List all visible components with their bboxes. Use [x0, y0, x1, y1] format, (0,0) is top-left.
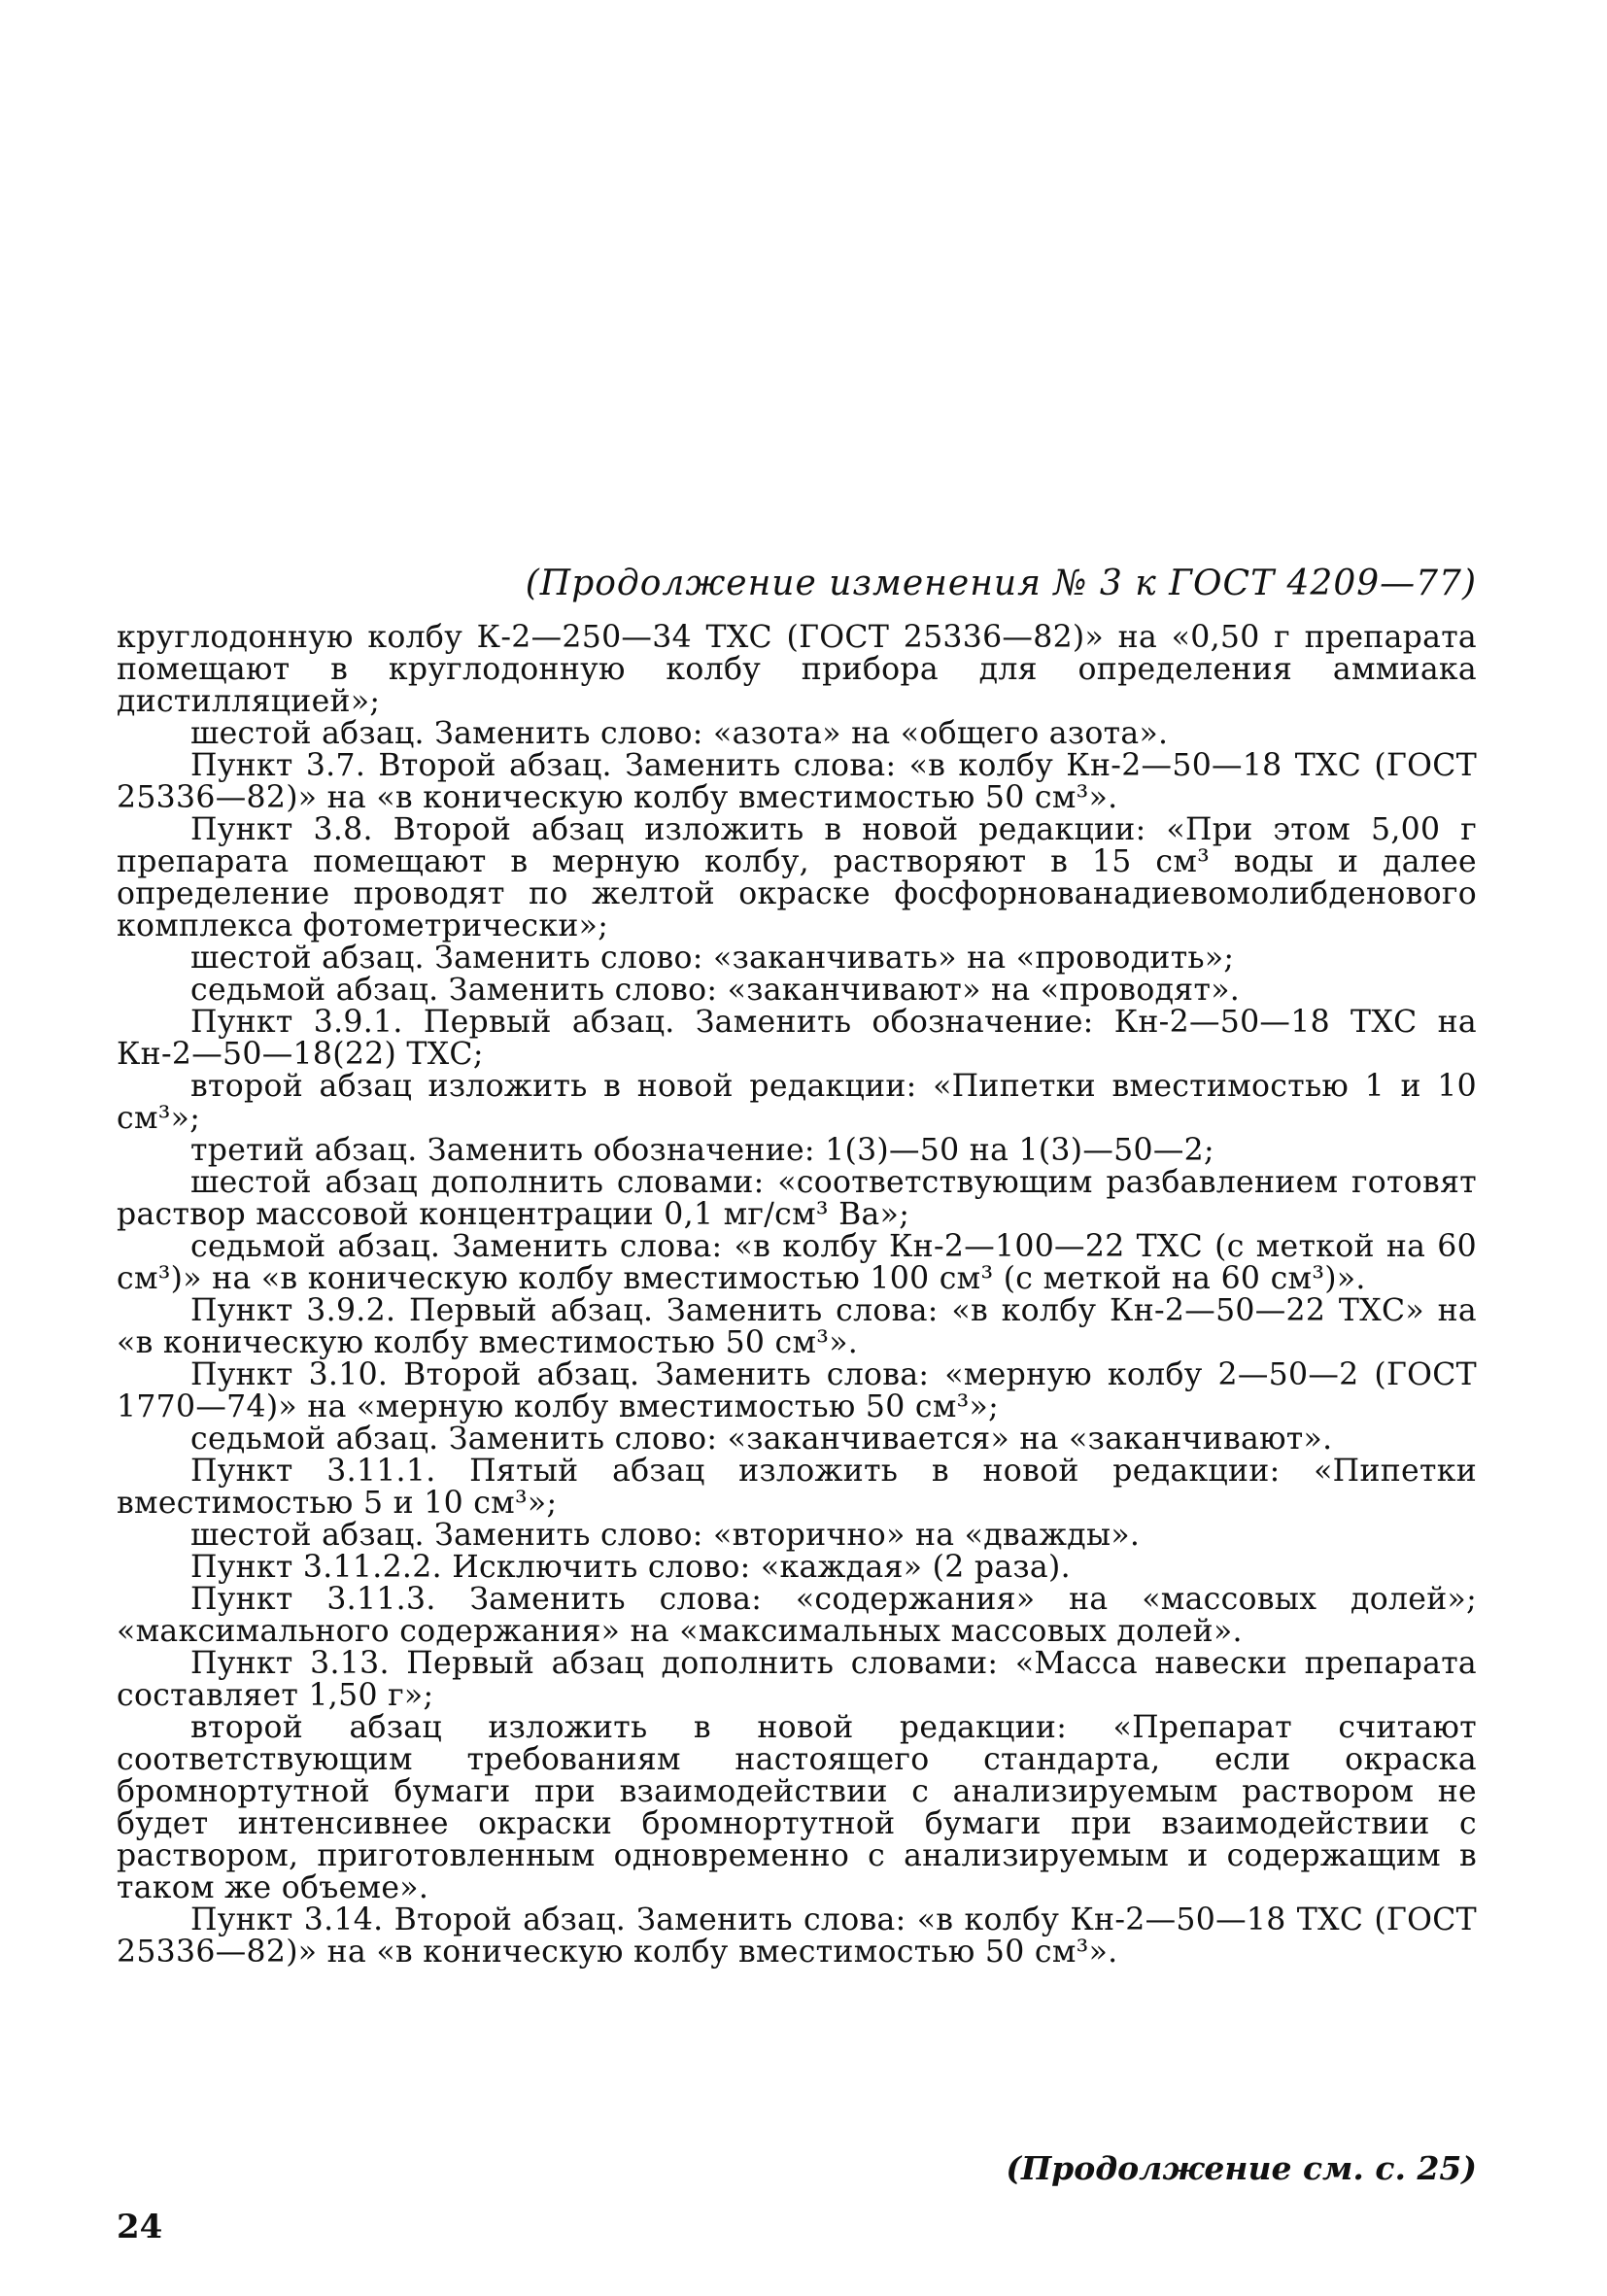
- paragraph: седьмой абзац. Заменить слово: «заканчивают» на «проводят».: [190, 973, 1241, 1008]
- paragraph: Пункт 3.11.2.2. Исключить слово: «каждая» (2 раза).: [190, 1550, 1071, 1585]
- paragraph: Пункт 3.7. Второй абзац. Заменить слова: «в колбу Кн-2—50—18 ТХС (ГОСТ 25336—82)» на «в коническую колбу вместимостью 50 см³».: [117, 748, 1477, 815]
- continuation-footer: (Продолжение см. с. 25): [1006, 2149, 1477, 2187]
- paragraph: Пункт 3.11.3. Заменить слова: «содержания» на «массовых долей»; «максимального содержания» на «максимальных массовых долей».: [117, 1582, 1477, 1649]
- paragraph: Пункт 3.10. Второй абзац. Заменить слова: «мерную колбу 2—50—2 (ГОСТ 1770—74)» на «мерную колбу вместимостью 50 см³»;: [117, 1357, 1477, 1424]
- paragraph: второй абзац изложить в новой редакции: «Пипетки вместимостью 1 и 10 см³»;: [117, 1069, 1477, 1136]
- paragraph: третий абзац. Заменить обозначение: 1(3)—50 на 1(3)—50—2;: [190, 1133, 1214, 1168]
- document-body: [117, 622, 1477, 1969]
- paragraph: Пункт 3.14. Второй абзац. Заменить слова: «в колбу Кн-2—50—18 ТХС (ГОСТ 25336—82)» на «в коническую колбу вместимостью 50 см³».: [117, 1902, 1477, 1970]
- paragraph: шестой абзац. Заменить слово: «заканчивать» на «проводить»;: [190, 941, 1235, 976]
- paragraph: седьмой абзац. Заменить слово: «заканчивается» на «заканчивают».: [190, 1422, 1333, 1456]
- page-number: 24: [117, 2208, 163, 2246]
- paragraph: Пункт 3.11.1. Пятый абзац изложить в новой редакции: «Пипетки вместимостью 5 и 10 см³»;: [117, 1454, 1477, 1521]
- paragraph: шестой абзац дополнить словами: «соответствующим разбавлением готовят раствор массовой концентрации 0,1 мг/см³ Ва»;: [117, 1165, 1477, 1232]
- paragraph: Пункт 3.13. Первый абзац дополнить словами: «Масса навески препарата составляет 1,50 г»;: [117, 1646, 1477, 1713]
- continuation-header: (Продолжение изменения № 3 к ГОСТ 4209—77): [525, 564, 1477, 603]
- paragraph: второй абзац изложить в новой редакции: «Препарат считают соответствующим требованиям настоящего стандарта, если окраска бромнортутной бумаги при взаимодействии с анализируемым раствором не будет интенсивнее окраски бромнортутной бумаги при взаимодействии с раствором, приготовленным одновременно с анализируемым и содержащим в таком же объеме».: [117, 1710, 1477, 1905]
- paragraph: Пункт 3.8. Второй абзац изложить в новой редакции: «При этом 5,00 г препарата помещают в мерную колбу, растворяют в 15 см³ воды и далее определение проводят по желтой окраске фосфорнованадиевомолибденового комплекса фотометрически»;: [117, 812, 1477, 943]
- paragraph: шестой абзац. Заменить слово: «азота» на «общего азота».: [190, 716, 1169, 751]
- paragraph: шестой абзац. Заменить слово: «вторично» на «дважды».: [190, 1518, 1141, 1553]
- paragraph: Пункт 3.9.2. Первый абзац. Заменить слова: «в колбу Кн-2—50—22 ТХС» на «в коническую колбу вместимостью 50 см³».: [117, 1293, 1477, 1360]
- paragraph: Пункт 3.9.1. Первый абзац. Заменить обозначение: Кн-2—50—18 ТХС на Кн-2—50—18(22) ТХС;: [117, 1005, 1477, 1072]
- paragraph: седьмой абзац. Заменить слова: «в колбу Кн-2—100—22 ТХС (с меткой на 60 см³)» на «в коническую колбу вместимостью 100 см³ (с меткой на 60 см³)».: [117, 1229, 1477, 1296]
- paragraph: круглодонную колбу К-2—250—34 ТХС (ГОСТ 25336—82)» на «0,50 г препарата помещают в круглодонную колбу прибора для определения аммиака дистилляцией»;: [117, 620, 1477, 719]
